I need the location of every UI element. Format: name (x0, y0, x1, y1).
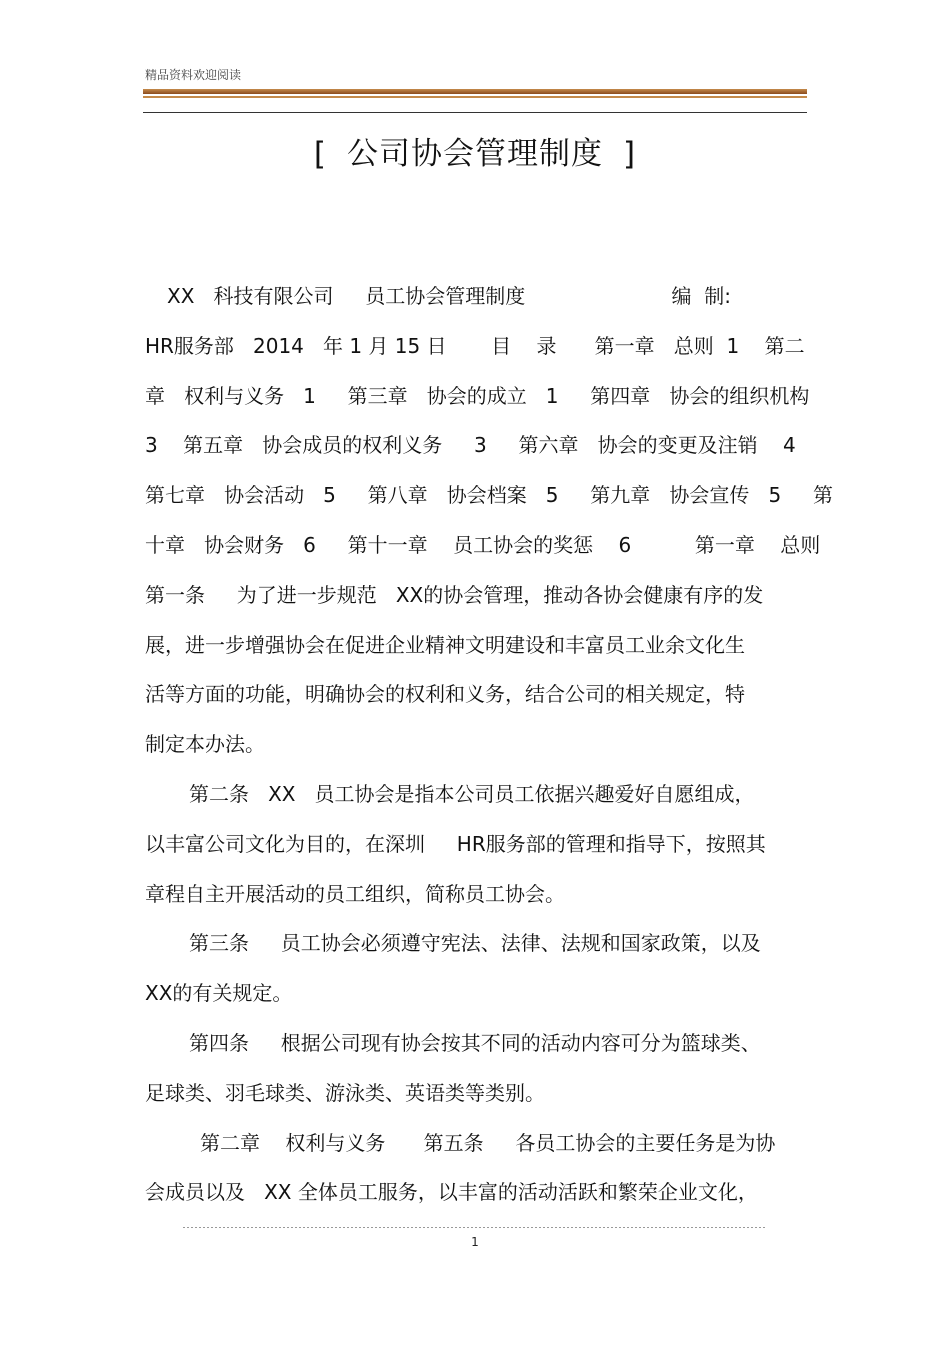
body-line: 会成员以及 XX 全体员工服务，以丰富的活动活跃和繁荣企业文化， (145, 1180, 758, 1205)
body-line: 足球类、羽毛球类、游泳类、英语类等类别。 (145, 1080, 545, 1105)
body-line: 第七章 协会活动 5 第八章 协会档案 5 第九章 协会宣传 5 第 (145, 483, 833, 508)
title-bracket-open: [ (313, 136, 327, 172)
footer-divider (183, 1227, 767, 1228)
page-number: 1 (471, 1235, 479, 1249)
body-line: XX 科技有限公司 员工协会管理制度 编 制: (167, 284, 731, 308)
body-line: XX的有关规定。 (145, 981, 293, 1006)
body-line: 活等方面的功能，明确协会的权利和义务，结合公司的相关规定，特 (145, 682, 745, 707)
page-header-label: 精品资料欢迎阅读 (145, 68, 242, 82)
title-text: 公司协会管理制度 (347, 136, 603, 172)
header-divider (143, 112, 807, 113)
document-body (145, 272, 833, 1218)
body-line: HR服务部 2014 年 1 月 15 日 目 录 第一章 总则 1 第二 (145, 333, 805, 358)
body-line: 以丰富公司文化为目的，在深圳 HR服务部的管理和指导下，按照其 (145, 831, 766, 856)
body-line: 十章 协会财务 6 第十一章 员工协会的奖惩 6 第一章 总则 (145, 532, 821, 557)
header-rule (143, 89, 807, 94)
body-line: 第一条 为了进一步规范 XX的协会管理，推动各协会健康有序的发 (145, 582, 764, 607)
body-line: 3 第五章 协会成员的权利义务 3 第六章 协会的变更及注销 4 (145, 433, 796, 458)
document-title (0, 128, 950, 173)
body-line: 第二条 XX 员工协会是指本公司员工依据兴趣爱好自愿组成， (189, 781, 755, 806)
body-line: 第三条 员工协会必须遵守宪法、法律、法规和国家政策，以及 (189, 931, 761, 956)
body-line: 第二章 权利与义务 第五条 各员工协会的主要任务是为协 (200, 1130, 776, 1155)
body-line: 章 权利与义务 1 第三章 协会的成立 1 第四章 协会的组织机构 (145, 383, 810, 408)
header-rule-secondary (143, 96, 807, 98)
title-bracket-close: ] (623, 136, 637, 172)
body-line: 制定本办法。 (145, 732, 265, 757)
body-line: 展，进一步增强协会在促进企业精神文明建设和丰富员工业余文化生 (145, 632, 745, 657)
body-line: 章程自主开展活动的员工组织，简称员工协会。 (145, 881, 565, 906)
body-line: 第四条 根据公司现有协会按其不同的活动内容可分为篮球类、 (189, 1030, 761, 1055)
